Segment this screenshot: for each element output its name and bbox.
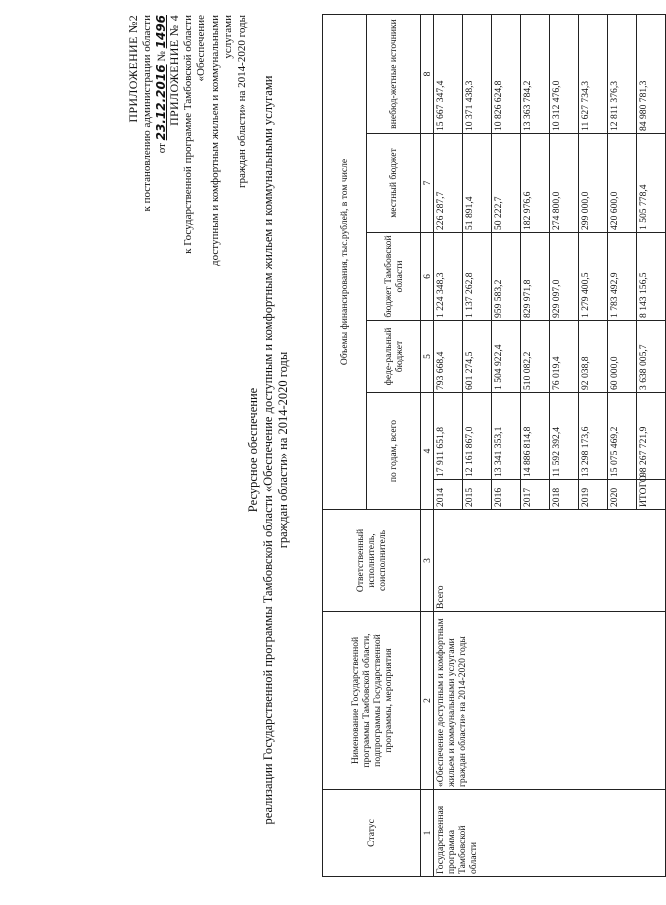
regional-cell: 929 097,0 (550, 233, 579, 321)
year-cell: 2014 (434, 480, 463, 510)
extra-cell: 10 312 476,0 (550, 15, 579, 134)
column-number: 7 (421, 134, 434, 233)
appendix-4-line: доступным и комфортным жильем и коммунальными услугами (208, 15, 234, 266)
total-cell: 13 298 173,6 (579, 393, 608, 480)
date-prefix: от (156, 143, 168, 154)
regional-cell: 1 137 262,8 (463, 233, 492, 321)
local-cell: 274 800,0 (550, 134, 579, 233)
year-cell: 2016 (492, 480, 521, 510)
federal-cell: 76 019,4 (550, 321, 579, 393)
header-funding: Объемы финансирования, тыс.рублей, в том числе (323, 15, 367, 510)
header-total: по годам, всего (367, 393, 421, 510)
table-row (434, 15, 463, 877)
appendix-4-block (168, 15, 249, 277)
status-cell: Государственная программа Тамбовской области (434, 790, 666, 877)
federal-cell: 510 082,2 (521, 321, 550, 393)
year-cell: 2015 (463, 480, 492, 510)
local-cell: 51 891,4 (463, 134, 492, 233)
regional-cell: 1 224 348,3 (434, 233, 463, 321)
total-cell: 12 161 867,0 (463, 393, 492, 480)
local-cell: 50 222,7 (492, 134, 521, 233)
appendix-4-line: граждан области» на 2014-2020 годы (235, 15, 248, 188)
federal-cell: 3 638 005,7 (637, 321, 666, 393)
total-cell: 14 886 814,8 (521, 393, 550, 480)
local-cell: 1 505 778,4 (637, 134, 666, 233)
column-number: 3 (421, 510, 434, 612)
column-number: 4 (421, 393, 434, 510)
local-cell: 182 976,6 (521, 134, 550, 233)
extra-cell: 13 363 784,2 (521, 15, 550, 134)
program-name-cell: «Обеспечение доступным и комфортным жильем и коммунальными услугами граждан области» на 2014-2020 годы (434, 612, 666, 790)
appendix-2-block (126, 15, 169, 265)
year-cell: 2020 (608, 480, 637, 510)
handwritten-date: 23.12.2016 (154, 64, 168, 141)
total-cell: 17 911 651,8 (434, 393, 463, 480)
header-name: Нименование Государственной программы Тамбовской области, подпрограммы Государственной программы, мероприятия (323, 612, 421, 790)
column-number: 6 (421, 233, 434, 321)
local-cell: 299 000,0 (579, 134, 608, 233)
document-title-line: Ресурсное обеспечение (246, 387, 260, 513)
federal-cell: 60 000,0 (608, 321, 637, 393)
appendix-4-line: к Государственной программе Тамбовской области «Обеспечение (181, 15, 207, 254)
extra-cell: 15 667 347,4 (434, 15, 463, 134)
column-number: 5 (421, 321, 434, 393)
federal-cell: 92 038,8 (579, 321, 608, 393)
federal-cell: 793 668,4 (434, 321, 463, 393)
year-cell: 2017 (521, 480, 550, 510)
extra-cell: 11 627 734,3 (579, 15, 608, 134)
document-title-line: граждан области» на 2014-2020 годы (276, 351, 290, 549)
column-number: 2 (421, 612, 434, 790)
extra-cell: 10 371 438,3 (463, 15, 492, 134)
total-cell: 98 267 721,9 (637, 393, 666, 480)
column-number: 8 (421, 15, 434, 134)
local-cell: 420 600,0 (608, 134, 637, 233)
federal-cell: 1 504 922,4 (492, 321, 521, 393)
header-federal: феде-ральный бюджет (367, 321, 421, 393)
year-cell: ИТОГО (637, 480, 666, 510)
appendix-4-title: ПРИЛОЖЕНИЕ № 4 (167, 15, 181, 126)
regional-cell: 1 279 400,5 (579, 233, 608, 321)
year-cell: 2019 (579, 480, 608, 510)
extra-cell: 10 826 624,8 (492, 15, 521, 134)
executor-cell: Всего (434, 510, 666, 612)
funding-table (322, 14, 666, 877)
header-extra: внебюд-жетные источники (367, 15, 421, 134)
regional-cell: 959 583,2 (492, 233, 521, 321)
regional-cell: 829 971,8 (521, 233, 550, 321)
number-prefix: № (156, 51, 168, 62)
document-title (246, 25, 291, 875)
total-cell: 13 341 353,1 (492, 393, 521, 480)
header-regional: бюджет Тамбовской области (367, 233, 421, 321)
header-status: Статус (323, 790, 421, 877)
extra-cell: 12 811 376,3 (608, 15, 637, 134)
extra-cell: 84 980 781,3 (637, 15, 666, 134)
year-cell: 2018 (550, 480, 579, 510)
local-cell: 226 287,7 (434, 134, 463, 233)
header-executor: Ответственный исполнитель, соисполнитель (323, 510, 421, 612)
federal-cell: 601 274,5 (463, 321, 492, 393)
appendix-2-title: ПРИЛОЖЕНИЕ №2 (126, 15, 140, 123)
total-cell: 11 592 392,4 (550, 393, 579, 480)
regional-cell: 8 143 156,5 (637, 233, 666, 321)
document-title-line: реализации Государственной программы Тамбовской области «Обеспечение доступным и комфортным жильем и коммунальными услугами (261, 75, 275, 825)
column-number: 1 (421, 790, 434, 877)
header-local: местный бюджет (367, 134, 421, 233)
handwritten-number: 1496 (154, 15, 168, 49)
total-cell: 15 075 469,2 (608, 393, 637, 480)
regional-cell: 1 783 492,9 (608, 233, 637, 321)
appendix-2-line: к постановлению администрации области (141, 15, 153, 212)
